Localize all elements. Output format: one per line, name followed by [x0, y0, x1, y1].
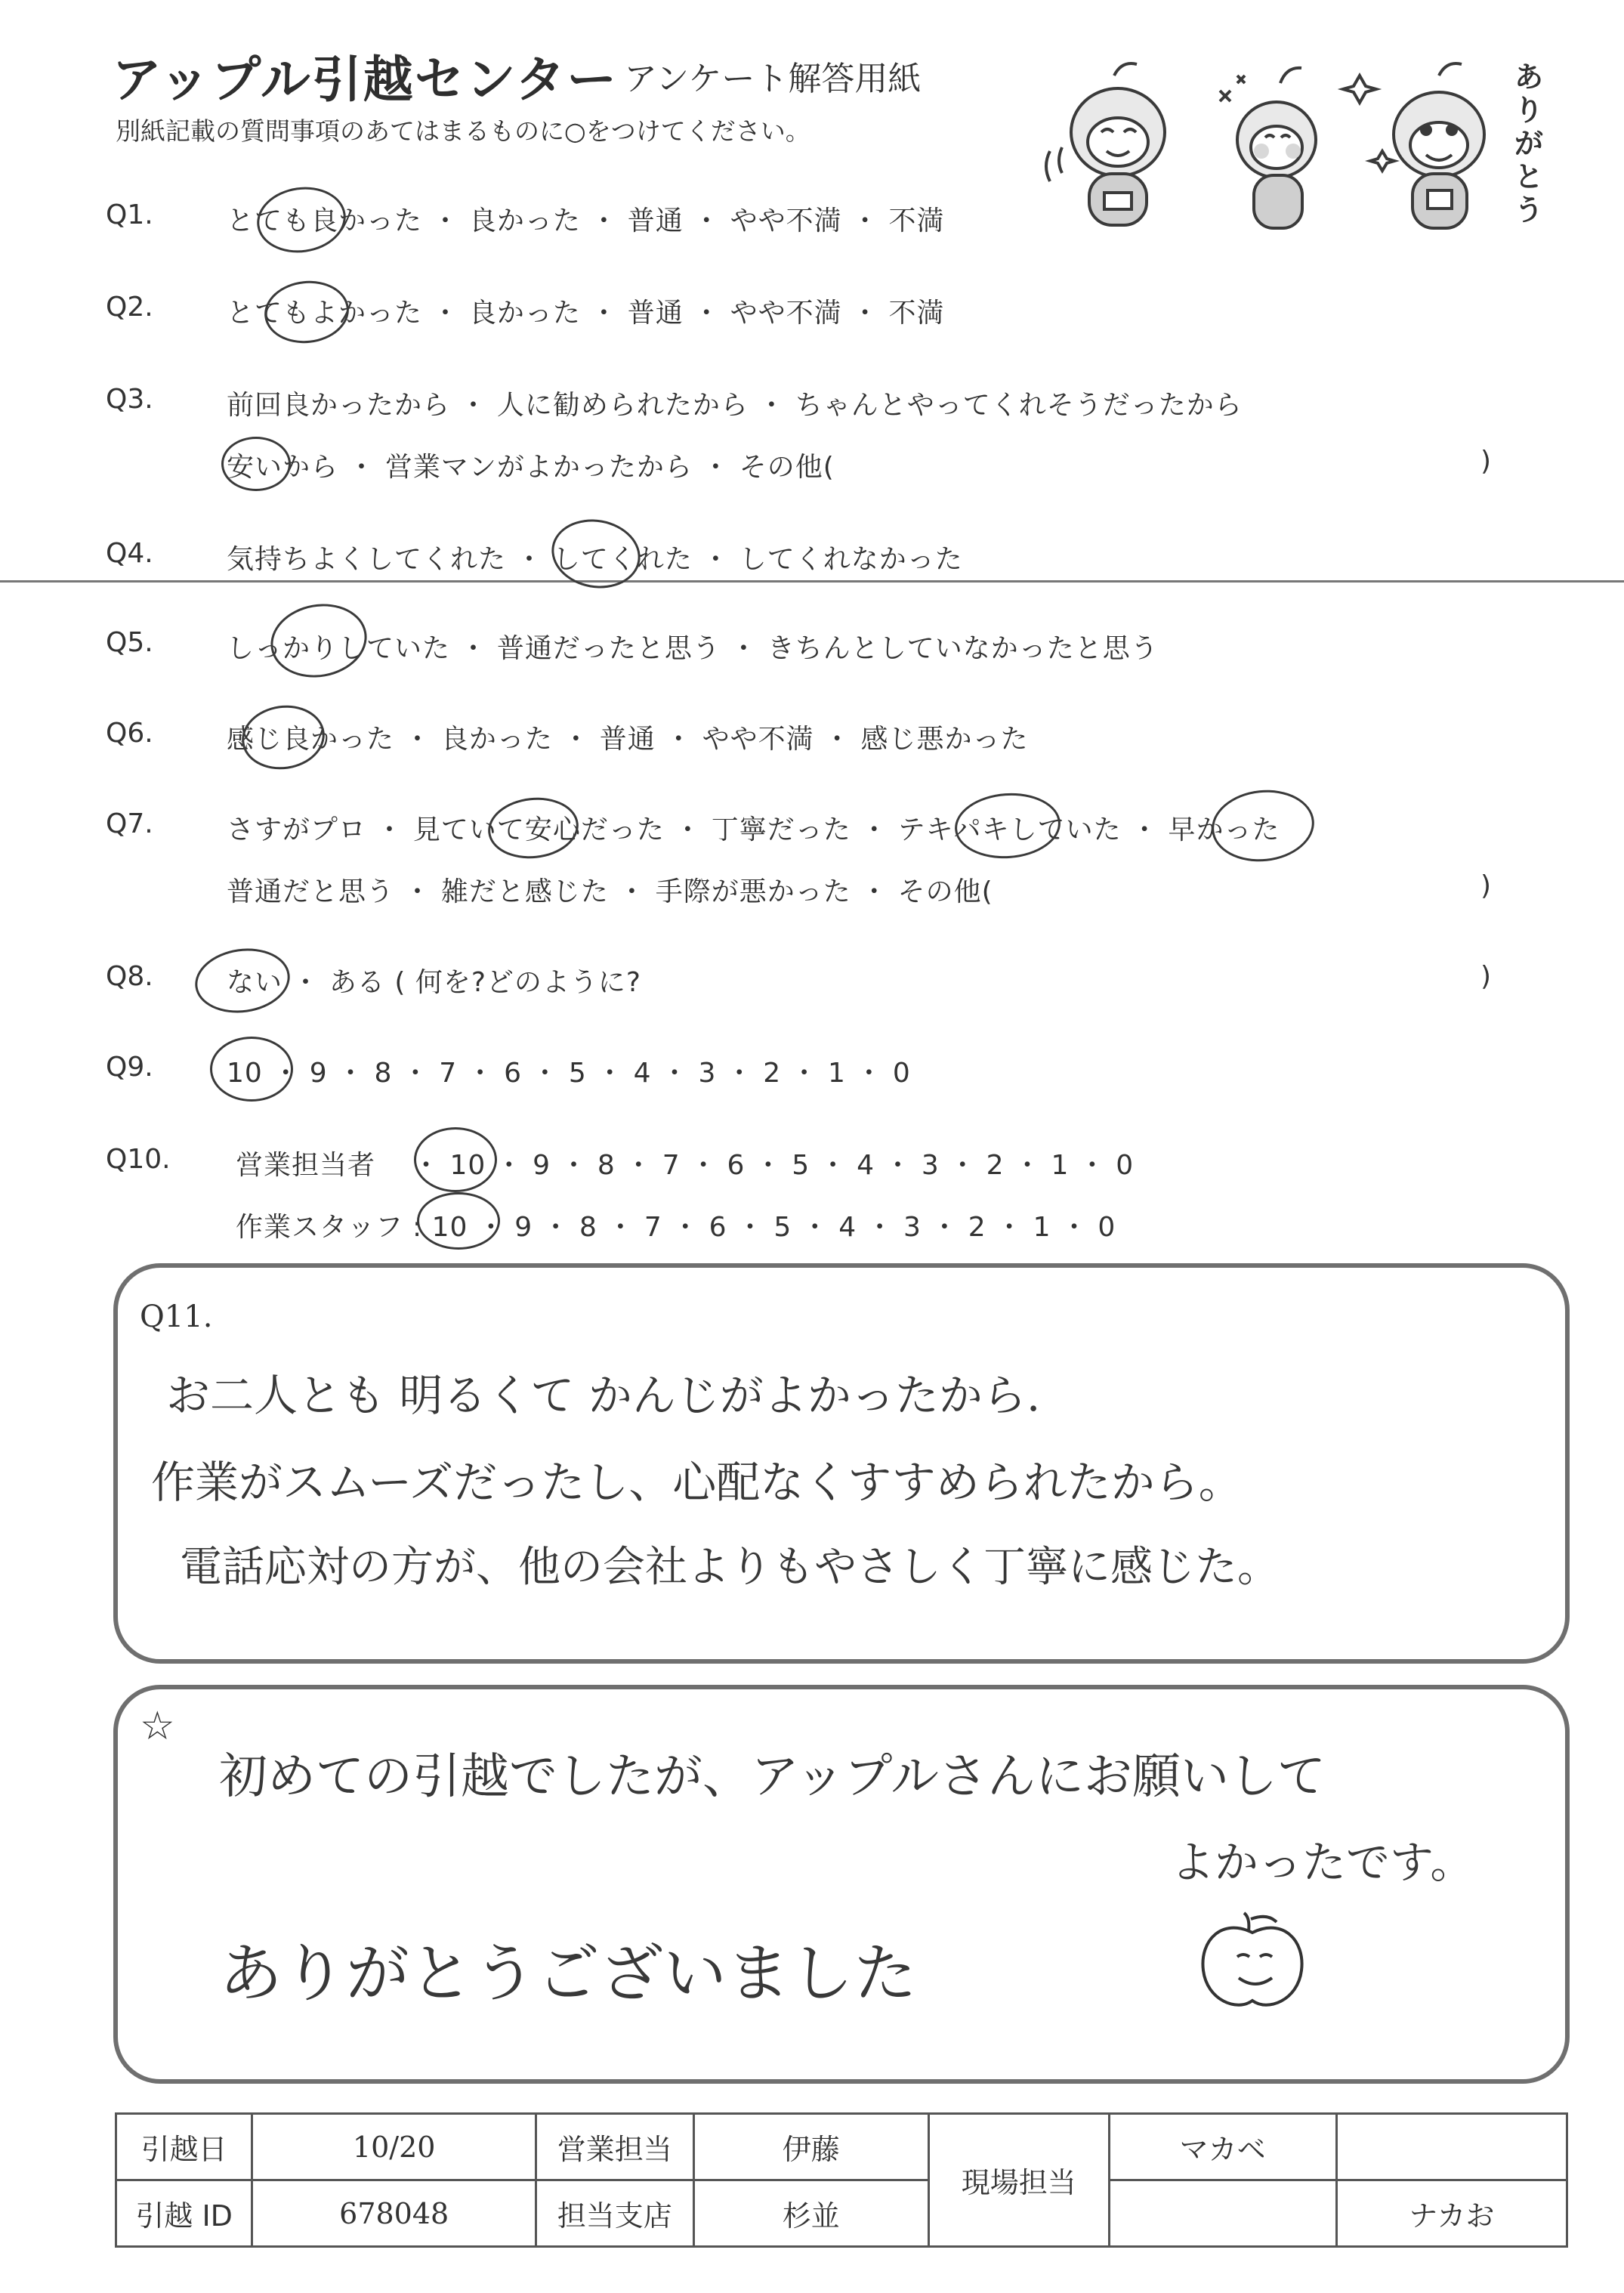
answer-circle-q1 — [253, 181, 350, 258]
move-id-value: 678048 — [252, 2180, 536, 2247]
move-date-label: 引越日 — [116, 2114, 252, 2180]
q3-close-paren: ) — [1480, 446, 1492, 477]
branch-value: 杉並 — [693, 2180, 928, 2247]
star-icon: ☆ — [140, 1704, 175, 1749]
site-rep-empty-cell-2 — [1109, 2180, 1336, 2247]
sales-rep-value: 伊藤 — [693, 2114, 928, 2180]
q7-number: Q7. — [106, 808, 153, 839]
q7-options-line2: 普通だと思う ・ 雑だと感じた ・ 手際が悪かった ・ その他( — [227, 876, 993, 907]
q8-options: ない ・ ある ( 何を?どのように? — [227, 967, 642, 998]
q11-label: Q11. — [140, 1299, 213, 1334]
q11-comment-line1: お二人とも 明るくて かんじがよかったから. — [166, 1370, 1041, 1421]
site-rep-label: 現場担当 — [928, 2114, 1109, 2247]
answer-circle-q7-c — [1208, 785, 1317, 867]
q10-sales-options: ・ 10 ・ 9 ・ 8 ・ 7 ・ 6 ・ 5 ・ 4 ・ 3 ・ 2 ・ 1 ・ 0 — [412, 1150, 1135, 1181]
answer-circle-q2 — [261, 277, 352, 347]
q5-number: Q5. — [106, 627, 153, 658]
sales-rep-label: 営業担当 — [536, 2114, 694, 2180]
q9-options: 10 ・ 9 ・ 8 ・ 7 ・ 6 ・ 5 ・ 4 ・ 3 ・ 2 ・ 1 ・ 0 — [227, 1058, 911, 1089]
answer-circle-q4 — [546, 512, 646, 595]
site-rep-value-1: マカベ — [1109, 2114, 1336, 2180]
q1-number: Q1. — [106, 199, 153, 230]
q10-sales-label: 営業担当者 — [236, 1150, 376, 1181]
q3-options-line2: 安いから ・ 営業マンがよかったから ・ その他( — [227, 452, 835, 483]
q10-staff-options: : 10 ・ 9 ・ 8 ・ 7 ・ 6 ・ 5 ・ 4 ・ 3 ・ 2 ・ 1 ・ 0 — [412, 1212, 1116, 1243]
site-rep-value-2: ナカお — [1336, 2180, 1567, 2247]
site-rep-empty-cell — [1336, 2114, 1567, 2180]
form-subtitle: アンケート解答用紙 — [624, 60, 922, 98]
move-date-value: 10/20 — [252, 2114, 536, 2180]
branch-label: 担当支店 — [536, 2180, 694, 2247]
answer-circle-q10-staff — [417, 1192, 500, 1250]
q2-number: Q2. — [106, 292, 153, 323]
free-comment-line2: よかったです。 — [1171, 1837, 1474, 1888]
answer-circle-q7-b — [952, 790, 1063, 862]
q7-close-paren: ) — [1480, 870, 1492, 901]
form-title: アップル引越センター — [112, 51, 619, 109]
q7-options-line1: さすがプロ ・ 見ていて安心だった ・ 丁寧だった ・ テキパキしていた ・ 早かった — [227, 814, 1280, 845]
q6-number: Q6. — [106, 718, 153, 749]
q8-close-paren: ) — [1480, 961, 1492, 992]
free-comment-line1: 初めての引越でしたが、アップルさんにお願いして — [219, 1749, 1326, 1805]
answer-circle-q8 — [191, 943, 294, 1019]
q5-options: しっかりしていた ・ 普通だったと思う ・ きちんとしていなかったと思う — [227, 633, 1159, 664]
answer-circle-q3 — [221, 437, 291, 491]
instruction-text: 別紙記載の質問事項のあてはまるものに○をつけてください。 — [116, 116, 810, 146]
q4-options: 気持ちよくしてくれた ・ してくれた ・ してくれなかった — [227, 544, 963, 575]
free-comment-line3: ありがとうございました — [219, 1936, 918, 2010]
divider-line — [0, 580, 1624, 583]
q3-options-line1: 前回良かったから ・ 人に勧められたから ・ ちゃんとやってくれそうだったから — [227, 390, 1243, 421]
q10-number: Q10. — [106, 1144, 171, 1175]
q6-options: 感じ良かった ・ 良かった ・ 普通 ・ やや不満 ・ 感じ悪かった — [227, 724, 1029, 755]
apple-doodle-icon — [1192, 1910, 1313, 2016]
q1-options: とても良かった ・ 良かった ・ 普通 ・ やや不満 ・ 不満 — [227, 206, 945, 236]
move-id-label: 引越 ID — [116, 2180, 252, 2247]
answer-circle-q6 — [238, 700, 329, 774]
monkey-mascots-illustration — [1035, 53, 1533, 249]
q10-staff-label: 作業スタッフ — [236, 1212, 404, 1243]
q8-number: Q8. — [106, 961, 153, 992]
q9-number: Q9. — [106, 1052, 153, 1083]
q4-number: Q4. — [106, 538, 153, 569]
answer-circle-q7-a — [485, 793, 582, 863]
mascot-caption: ありがとう — [1514, 60, 1544, 227]
answer-circle-q9 — [210, 1037, 293, 1102]
answer-circle-q5 — [265, 597, 373, 685]
q2-options: とてもよかった ・ 良かった ・ 普通 ・ やや不満 ・ 不満 — [227, 298, 945, 329]
q11-comment-line3: 電話応対の方が、他の会社よりもやさしく丁寧に感じた。 — [180, 1543, 1280, 1592]
q3-number: Q3. — [106, 384, 153, 415]
footer-info-table — [115, 2112, 1568, 2248]
answer-circle-q10-sales — [414, 1127, 497, 1192]
q11-comment-line2: 作業がスムーズだったし、心配なくすすめられたから。 — [151, 1457, 1243, 1508]
